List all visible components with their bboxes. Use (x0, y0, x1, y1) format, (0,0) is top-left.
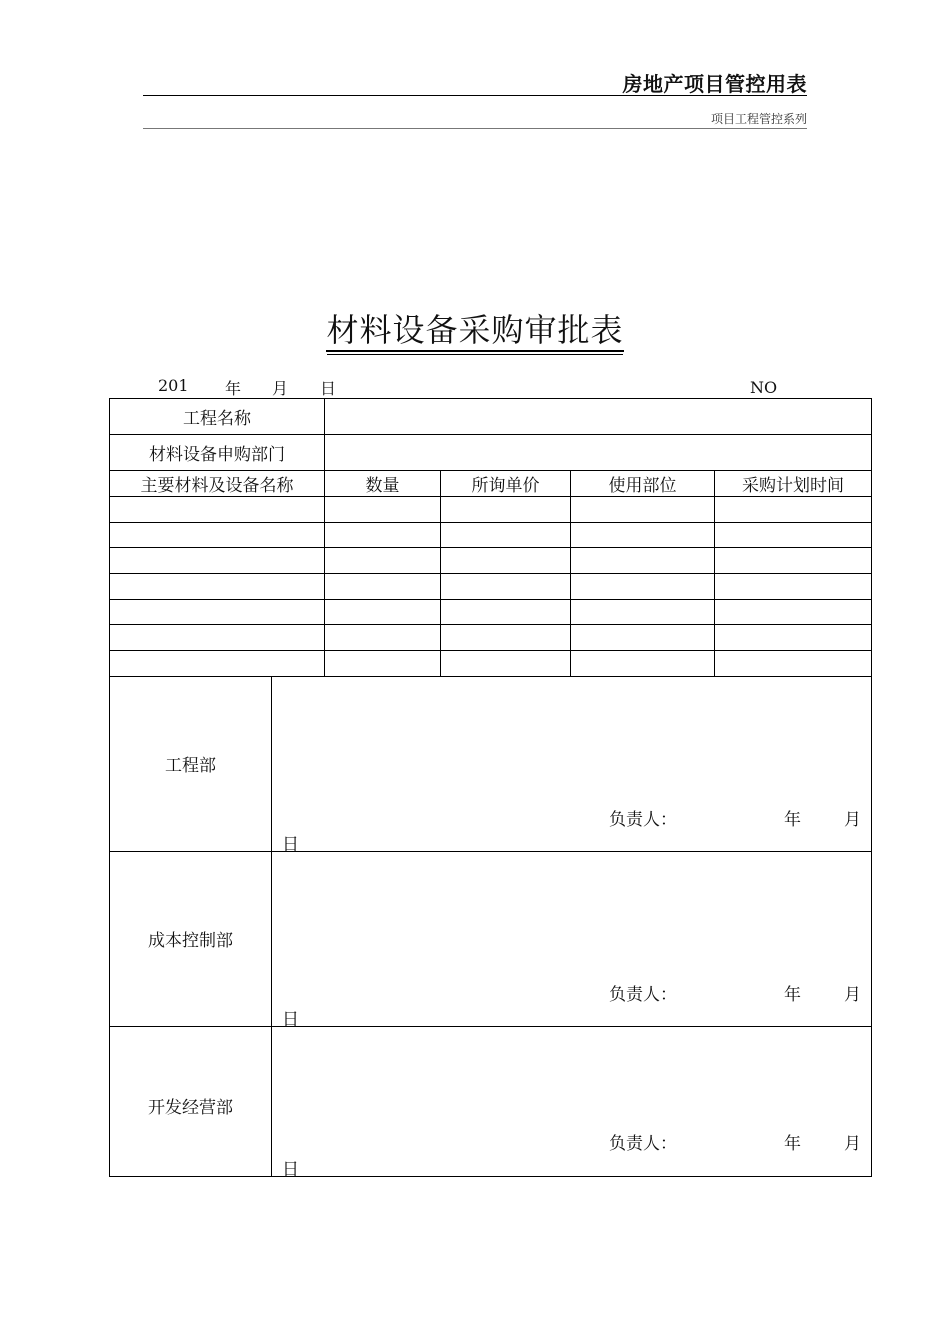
table-row (110, 625, 872, 651)
approval-row-development (110, 1026, 872, 1176)
cell-unit-price[interactable] (441, 625, 571, 651)
table-row (110, 574, 872, 600)
date-year: 201 (158, 376, 189, 395)
cell-quantity[interactable] (325, 548, 441, 574)
approval-day-unit: 日 (282, 1009, 299, 1030)
cell-name[interactable] (110, 599, 325, 625)
date-year-unit: 年 (225, 379, 242, 398)
approval-opinion-development[interactable] (272, 1026, 872, 1180)
cell-usage-location[interactable] (571, 497, 715, 523)
col-header-quantity: 数量 (325, 471, 441, 497)
table-row (110, 548, 872, 574)
cell-usage-location[interactable] (571, 599, 715, 625)
date-day-unit: 日 (320, 379, 337, 398)
cell-unit-price[interactable] (441, 497, 571, 523)
cell-quantity[interactable] (325, 574, 441, 600)
cell-quantity[interactable] (325, 497, 441, 523)
table-row (110, 497, 872, 523)
cell-purchase-time[interactable] (715, 497, 872, 523)
cell-usage-location[interactable] (571, 548, 715, 574)
cell-purchase-time[interactable] (715, 548, 872, 574)
approval-dept-development: 开发经营部 (110, 1026, 272, 1176)
project-name-label: 工程名称 (110, 399, 325, 435)
approval-day-unit: 日 (282, 1159, 299, 1180)
form-number-label: NO (750, 378, 778, 397)
header-title: 房地产项目管控用表 (622, 72, 807, 96)
header-rule-top (143, 95, 807, 96)
approval-sign-label: 负责人： (609, 1133, 677, 1154)
cell-purchase-time[interactable] (715, 599, 872, 625)
cell-quantity[interactable] (325, 522, 441, 548)
cell-name[interactable] (110, 651, 325, 677)
project-name-field[interactable] (325, 399, 872, 435)
approval-dept-cost-control: 成本控制部 (110, 851, 272, 1026)
col-header-unit-price: 所询单价 (441, 471, 571, 497)
purchase-dept-label: 材料设备申购部门 (110, 435, 325, 471)
cell-purchase-time[interactable] (715, 625, 872, 651)
header-rule-bottom (143, 128, 807, 129)
cell-usage-location[interactable] (571, 651, 715, 677)
cell-purchase-time[interactable] (715, 522, 872, 548)
approval-month-unit: 月 (844, 1133, 861, 1154)
approval-table (109, 398, 872, 1180)
approval-dept-engineering: 工程部 (110, 676, 272, 851)
cell-quantity[interactable] (325, 651, 441, 677)
approval-month-unit: 月 (844, 809, 861, 830)
cell-name[interactable] (110, 497, 325, 523)
approval-year-unit: 年 (784, 809, 801, 830)
approval-row-cost-control (110, 851, 872, 1026)
form-title: 材料设备采购审批表 (326, 311, 623, 352)
form-title-wrap (0, 305, 950, 351)
cell-purchase-time[interactable] (715, 574, 872, 600)
approval-year-unit: 年 (784, 984, 801, 1005)
approval-sign-label: 负责人： (609, 984, 677, 1005)
table-row (110, 599, 872, 625)
approval-opinion-cost-control[interactable] (272, 851, 872, 1030)
cell-usage-location[interactable] (571, 574, 715, 600)
cell-name[interactable] (110, 625, 325, 651)
purchase-dept-field[interactable] (325, 435, 872, 471)
cell-name[interactable] (110, 522, 325, 548)
cell-usage-location[interactable] (571, 522, 715, 548)
col-header-usage-location: 使用部位 (571, 471, 715, 497)
header-subtitle: 项目工程管控系列 (710, 112, 807, 126)
cell-purchase-time[interactable] (715, 651, 872, 677)
table-row (110, 522, 872, 548)
col-header-purchase-time: 采购计划时间 (715, 471, 872, 497)
cell-name[interactable] (110, 574, 325, 600)
cell-unit-price[interactable] (441, 522, 571, 548)
approval-sign-label: 负责人： (609, 809, 677, 830)
cell-unit-price[interactable] (441, 599, 571, 625)
approval-month-unit: 月 (844, 984, 861, 1005)
cell-usage-location[interactable] (571, 625, 715, 651)
cell-quantity[interactable] (325, 625, 441, 651)
col-header-name: 主要材料及设备名称 (110, 471, 325, 497)
cell-unit-price[interactable] (441, 548, 571, 574)
approval-day-unit: 日 (282, 834, 299, 855)
cell-quantity[interactable] (325, 599, 441, 625)
cell-unit-price[interactable] (441, 651, 571, 677)
table-row (110, 651, 872, 677)
approval-row-engineering (110, 676, 872, 851)
cell-unit-price[interactable] (441, 574, 571, 600)
date-month-unit: 月 (272, 379, 289, 398)
approval-year-unit: 年 (784, 1133, 801, 1154)
approval-opinion-engineering[interactable] (272, 676, 872, 855)
cell-name[interactable] (110, 548, 325, 574)
